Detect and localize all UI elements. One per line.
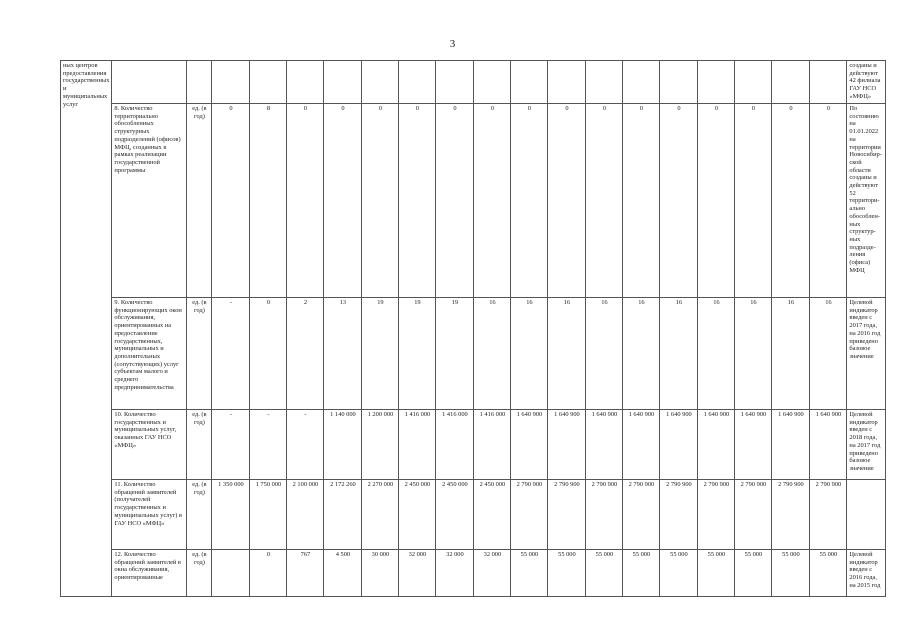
value-cell: 0 [287, 104, 324, 298]
value-cell: 1 640 900 [548, 410, 586, 480]
indicator-name: 9. Количество функционирующих окон обслуживания, ориентированных на предоставление государственных, муниципальных и дополнительных (сопутствующих) услуг субъектам малого и среднего предпринимательства [112, 298, 187, 410]
value-cell: 55 000 [623, 550, 660, 597]
top-value-cell [399, 61, 436, 104]
value-cell: 55 000 [548, 550, 586, 597]
table-row [61, 104, 886, 298]
value-cell: 16 [698, 298, 735, 410]
note-cell: Целевой индикатор введен с 2017 года, на 2016 год приведено базовое значение [847, 298, 886, 410]
top-value-cell [511, 61, 548, 104]
value-cell: 19 [399, 298, 436, 410]
top-value-cell [586, 61, 623, 104]
value-cell: 0 [324, 104, 362, 298]
value-cell: - [287, 410, 324, 480]
value-cell: - [250, 410, 287, 480]
value-cell: 1 640 900 [586, 410, 623, 480]
note-cell: По состоянию на 01.01.2022 на территории Новосибир-ской области созданы и действуют 52 территори-ально обособлен-ных структур-ных подразде-ления (офиса) МФЦ [847, 104, 886, 298]
value-cell: 2 790 900 [810, 480, 847, 550]
value-cell: 1 200 000 [362, 410, 399, 480]
value-cell: 1 416 000 [474, 410, 511, 480]
value-cell: 2 790 900 [735, 480, 772, 550]
value-cell: 55 000 [698, 550, 735, 597]
value-cell: 0 [362, 104, 399, 298]
value-cell: 19 [362, 298, 399, 410]
top-value-cell [623, 61, 660, 104]
value-cell: 0 [436, 104, 474, 298]
top-name-cell [112, 61, 187, 104]
unit-cell: ед. (в год) [187, 550, 212, 597]
value-cell: 0 [250, 298, 287, 410]
indicator-name: 12. Количество обращений заявителей в окна обслуживания, ориентированные [112, 550, 187, 597]
value-cell: 1 640 900 [623, 410, 660, 480]
value-cell: 0 [623, 104, 660, 298]
top-value-cell [772, 61, 810, 104]
value-cell: 55 000 [660, 550, 698, 597]
page-number: 3 [449, 38, 456, 50]
value-cell: 30 000 [362, 550, 399, 597]
value-cell: 2 450 000 [474, 480, 511, 550]
table-row [61, 550, 886, 597]
value-cell: 16 [810, 298, 847, 410]
value-cell: 767 [287, 550, 324, 597]
unit-cell: ед. (в год) [187, 104, 212, 298]
top-value-cell [250, 61, 287, 104]
value-cell: 2 450 000 [436, 480, 474, 550]
top-value-cell [474, 61, 511, 104]
value-cell: 1 640 900 [772, 410, 810, 480]
top-value-cell [324, 61, 362, 104]
value-cell: 1 640 900 [660, 410, 698, 480]
indicator-name: 11. Количество обращений заявителей (получателей государственных и муниципальных услуг) в ГАУ НСО «МФЦ» [112, 480, 187, 550]
value-cell: 0 [511, 104, 548, 298]
value-cell: 1 350 000 [212, 480, 250, 550]
unit-cell: ед. (в год) [187, 480, 212, 550]
value-cell: 1 640 900 [735, 410, 772, 480]
top-unit-cell [187, 61, 212, 104]
section-label: ных центров предоставления государственных и муниципальных услуг [61, 61, 112, 597]
note-cell: созданы и действуют 42 филиала ГАУ НСО «МФЦ» [847, 61, 886, 104]
value-cell: 32 000 [436, 550, 474, 597]
value-cell: 16 [772, 298, 810, 410]
table-row [61, 298, 886, 410]
value-cell: 16 [735, 298, 772, 410]
top-value-cell [548, 61, 586, 104]
value-cell: 55 000 [586, 550, 623, 597]
note-cell [847, 480, 886, 550]
value-cell: 2 100 000 [287, 480, 324, 550]
value-cell: 2 790 900 [698, 480, 735, 550]
value-cell: 1 416 000 [399, 410, 436, 480]
value-cell: 2 790 900 [548, 480, 586, 550]
value-cell: 13 [324, 298, 362, 410]
indicator-name: 10. Количество государственных и муниципальных услуг, оказанных ГАУ НСО «МФЦ» [112, 410, 187, 480]
value-cell: 1 750 000 [250, 480, 287, 550]
value-cell: 8 [250, 104, 287, 298]
top-value-cell [287, 61, 324, 104]
value-cell: 1 640 900 [511, 410, 548, 480]
table-row [61, 480, 886, 550]
value-cell: 2 450 000 [399, 480, 436, 550]
value-cell: 55 000 [810, 550, 847, 597]
value-cell: 4 500 [324, 550, 362, 597]
value-cell: 0 [772, 104, 810, 298]
value-cell: 0 [810, 104, 847, 298]
value-cell: 2 790 900 [660, 480, 698, 550]
value-cell: 2 172 260 [324, 480, 362, 550]
value-cell: - [212, 298, 250, 410]
value-cell: 19 [436, 298, 474, 410]
value-cell: 0 [212, 104, 250, 298]
top-value-cell [660, 61, 698, 104]
note-cell: Целевой индикатор введен с 2016 года, на 2015 год [847, 550, 886, 597]
value-cell: 55 000 [511, 550, 548, 597]
top-value-cell [362, 61, 399, 104]
value-cell: 0 [698, 104, 735, 298]
value-cell: 16 [660, 298, 698, 410]
note-cell: Целевой индикатор введен с 2018 года, на 2017 год приведено базовое значение [847, 410, 886, 480]
value-cell: 16 [548, 298, 586, 410]
indicator-name: 8. Количество территориально обособленных структурных подразделений (офисов) МФЦ, созданных в рамках реализации государственной программы [112, 104, 187, 298]
value-cell: 16 [586, 298, 623, 410]
value-cell: 32 000 [399, 550, 436, 597]
value-cell: 0 [735, 104, 772, 298]
top-value-cell [735, 61, 772, 104]
value-cell: 1 640 900 [698, 410, 735, 480]
value-cell: - [212, 410, 250, 480]
table-row-top [61, 61, 886, 104]
value-cell: 0 [474, 104, 511, 298]
table-row [61, 410, 886, 480]
value-cell: 16 [511, 298, 548, 410]
value-cell: 16 [474, 298, 511, 410]
value-cell: 2 [287, 298, 324, 410]
value-cell: 0 [660, 104, 698, 298]
value-cell: 0 [548, 104, 586, 298]
indicator-table [60, 60, 886, 597]
value-cell: 1 140 000 [324, 410, 362, 480]
value-cell: 2 790 900 [586, 480, 623, 550]
value-cell: 0 [399, 104, 436, 298]
value-cell: 0 [586, 104, 623, 298]
value-cell: 2 270 000 [362, 480, 399, 550]
value-cell: 2 790 900 [772, 480, 810, 550]
top-value-cell [212, 61, 250, 104]
value-cell: 55 000 [735, 550, 772, 597]
value-cell: 1 640 900 [810, 410, 847, 480]
value-cell: 32 000 [474, 550, 511, 597]
value-cell: 16 [623, 298, 660, 410]
value-cell: 1 416 000 [436, 410, 474, 480]
value-cell: 55 000 [772, 550, 810, 597]
value-cell: 2 790 900 [511, 480, 548, 550]
value-cell: 2 790 900 [623, 480, 660, 550]
top-value-cell [436, 61, 474, 104]
value-cell: 0 [250, 550, 287, 597]
unit-cell: ед. (в год) [187, 298, 212, 410]
value-cell [212, 550, 250, 597]
top-value-cell [810, 61, 847, 104]
top-value-cell [698, 61, 735, 104]
unit-cell: ед. (в год) [187, 410, 212, 480]
